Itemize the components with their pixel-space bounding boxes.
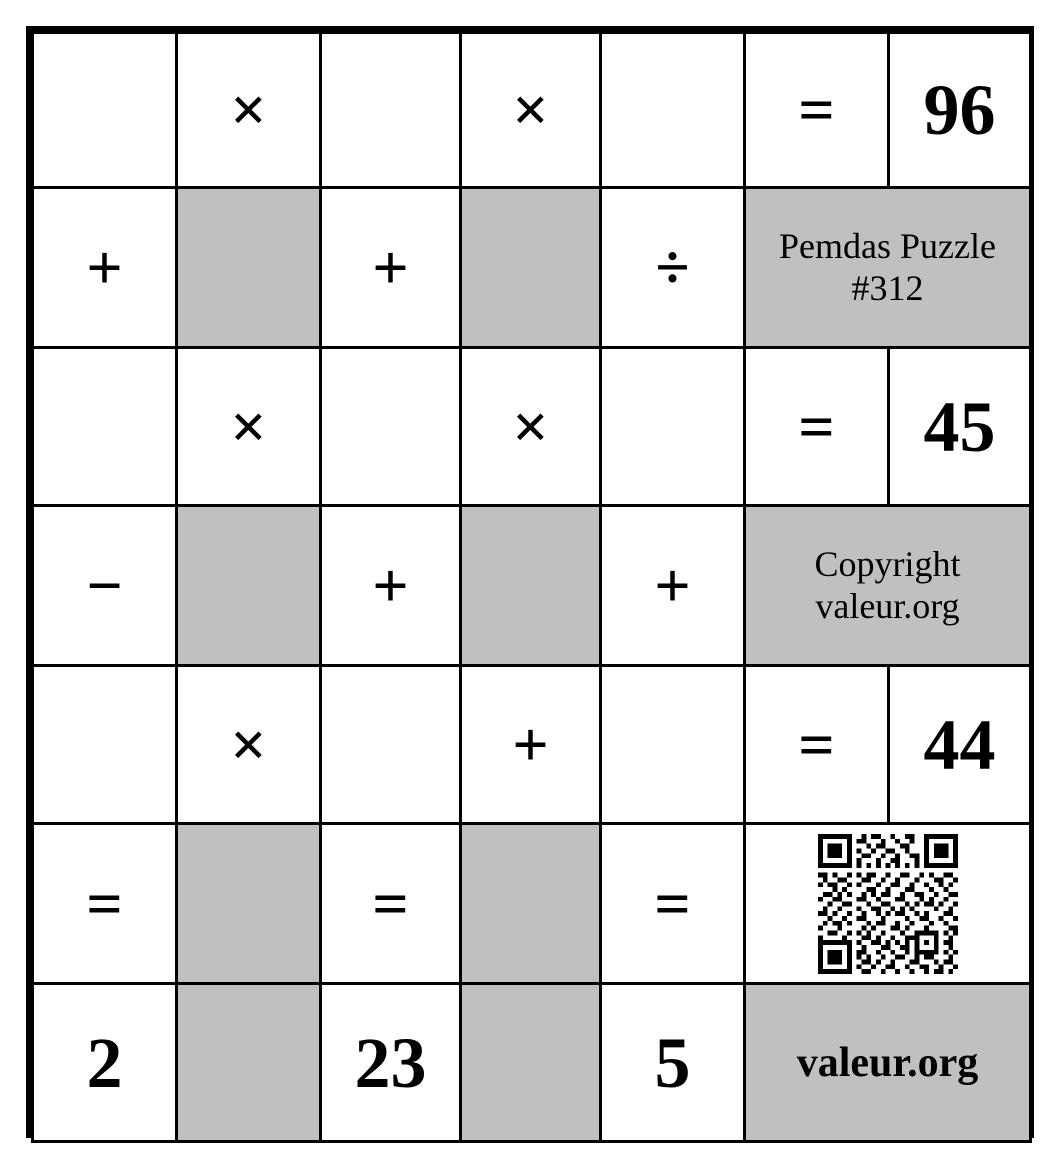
cell-r5c2-equals: = <box>321 824 461 984</box>
cell-r0c6-result: 96 <box>889 33 1031 188</box>
cell-r4c5-equals: = <box>745 666 889 824</box>
cell-r2c6-result: 45 <box>889 348 1031 506</box>
cell-r6c1-shaded <box>177 984 321 1142</box>
table-row <box>33 666 1031 824</box>
table-row <box>33 506 1031 666</box>
pemdas-puzzle-grid <box>26 26 1034 1138</box>
cell-r1c0-operator: + <box>33 188 177 348</box>
cell-r0c4-input[interactable] <box>601 33 745 188</box>
cell-r4c6-result: 44 <box>889 666 1031 824</box>
cell-r2c3-operator: × <box>461 348 601 506</box>
cell-r1c2-operator: + <box>321 188 461 348</box>
cell-r0c5-equals: = <box>745 33 889 188</box>
cell-r0c3-operator: × <box>461 33 601 188</box>
qr-code-cell <box>745 824 1031 984</box>
cell-r0c1-operator: × <box>177 33 321 188</box>
qr-code-icon <box>746 825 1029 982</box>
cell-r6c3-shaded <box>461 984 601 1142</box>
cell-r5c4-equals: = <box>601 824 745 984</box>
cell-r4c2-input[interactable] <box>321 666 461 824</box>
cell-r4c0-input[interactable] <box>33 666 177 824</box>
copyright-line-1: Copyright <box>814 544 961 585</box>
table-row <box>33 348 1031 506</box>
cell-r3c1-shaded <box>177 506 321 666</box>
cell-r0c0-input[interactable] <box>33 33 177 188</box>
cell-r4c1-operator: × <box>177 666 321 824</box>
cell-r5c0-equals: = <box>33 824 177 984</box>
cell-r5c3-shaded <box>461 824 601 984</box>
cell-r4c3-operator: + <box>461 666 601 824</box>
cell-r3c3-shaded <box>461 506 601 666</box>
cell-r6c4-column-result: 5 <box>601 984 745 1142</box>
cell-r3c4-operator: + <box>601 506 745 666</box>
cell-r2c5-equals: = <box>745 348 889 506</box>
table-row <box>33 33 1031 188</box>
table-row <box>33 824 1031 984</box>
cell-r1c1-shaded <box>177 188 321 348</box>
copyright-line-2: valeur.org <box>815 585 960 626</box>
cell-r2c1-operator: × <box>177 348 321 506</box>
brand-label: valeur.org <box>745 984 1031 1142</box>
cell-r5c1-shaded <box>177 824 321 984</box>
cell-r1c3-shaded <box>461 188 601 348</box>
copyright-notice <box>745 506 1031 666</box>
cell-r2c2-input[interactable] <box>321 348 461 506</box>
cell-r0c2-input[interactable] <box>321 33 461 188</box>
cell-r3c2-operator: + <box>321 506 461 666</box>
puzzle-title: Pemdas Puzzle #312 <box>745 188 1031 348</box>
puzzle-table <box>31 31 1032 1143</box>
cell-r3c0-operator: − <box>33 506 177 666</box>
cell-r1c4-operator: ÷ <box>601 188 745 348</box>
table-row <box>33 188 1031 348</box>
cell-r4c4-input[interactable] <box>601 666 745 824</box>
cell-r2c0-input[interactable] <box>33 348 177 506</box>
table-row <box>33 984 1031 1142</box>
qr-code-svg <box>818 834 958 974</box>
cell-r6c0-column-result: 2 <box>33 984 177 1142</box>
cell-r2c4-input[interactable] <box>601 348 745 506</box>
cell-r6c2-column-result: 23 <box>321 984 461 1142</box>
